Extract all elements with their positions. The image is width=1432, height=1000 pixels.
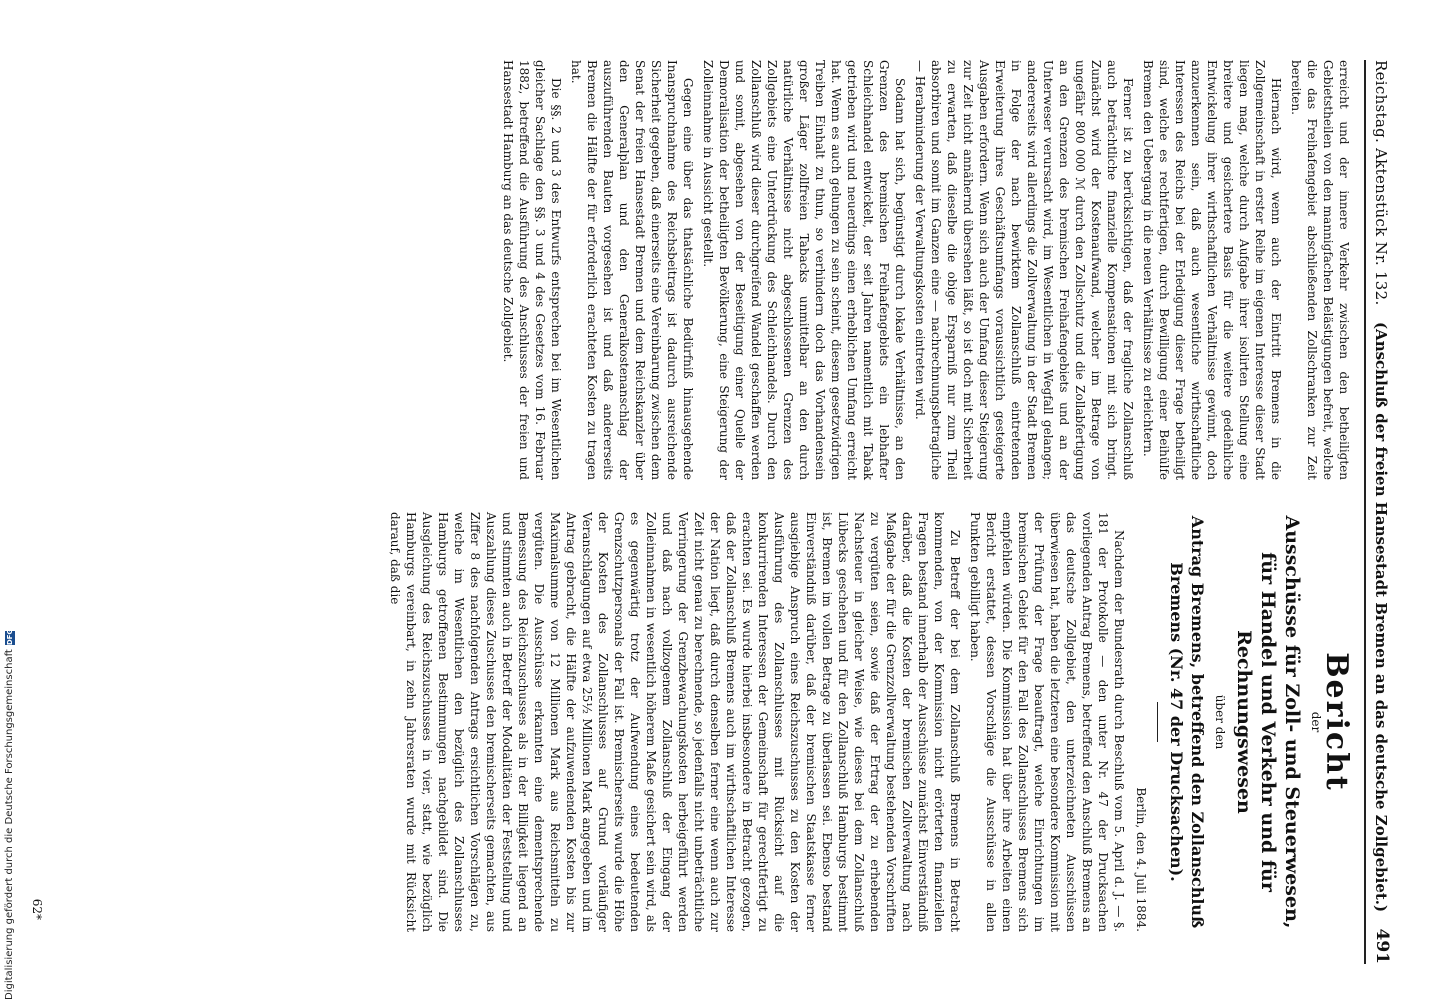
signature-mark: 62* [30, 898, 44, 920]
digitization-credit [4, 0, 15, 1000]
left-paragraph: Sodann hat sich, begünstigt durch lokale Verhältnisse, an den Grenzen des bremischen Freihafengebiets ein lebhafter Schleichhandel entwickelt, der seit Jahren namentlich mit Tabak getrieben wird und neuerdings einen erheblichen Umfang erreicht hat. Wenn es auch gelungen zu sein scheint, diesem gesetzwidrigen Treiben Einhalt zu thun, so verhindern doch das Vorhandensein großer Läger zollfreien Tabacks unmittelbar an den durch natürliche Verhältnisse nicht abgeschlossenen Grenzen des Zollgebiets eine Unterdrückung des Schleichhandels. Durch den Zollanschluß wird dieser durchgreifend Wandel geschaffen werden und somit, abgesehen von der Beseitigung einer Quelle der Demoralisation der betheiligten Bevölkerung, eine Steigerung der Zolleinnahme in Aussicht gestellt. [701, 60, 907, 480]
left-paragraph: Hiernach wird, wenn auch der Eintritt Bremens in die Zollgemeinschaft in erster Reihe im eigenen Interesse dieser Stadt liegen mag, welche durch Aufgabe ihrer isolirten Stellung eine breitere und gesichertere Basis für die weitere gedeihliche Entwickelung ihrer wirthschaftlichen Verhältnisse gewinnt, doch anzuerkennen sein, daß auch wesentliche wirthschaftliche Interessen des Reichs bei der Erledigung dieser Frage betheiligt sind, welche es rechtfertigen, durch Bewilligung einer Beihülfe Bremen den Uebergang in die neuen Verhältnisse zu erleichtern. [1141, 60, 1283, 480]
header-center-text: (Anschluß der freien Hansestadt Bremen an das deutsche Zollgebiet.) [1372, 321, 1390, 913]
report-paragraph: Zu Betreff der bei dem Zollanschluß Bremens in Betracht kommenden, von der Kommission nicht erörterten finanziellen Fragen bestand innerhalb der Ausschüsse zunächst Einverständniß darüber, daß die Kosten der bremischen Zollverwaltung nach Maßgabe der für die Grenzzollverwaltung bestehenden Vorschriften zu vergüten seien, sowie daß der Ertrag der zu erhebenden Nachsteuer in gleicher Weise, wie dieses bei dem Zollanschluß Lübecks geschehen und für den Zollanschluß Hamburgs bestimmt ist, Bremen im vollen Betrage zu überlassen sei. Ebenso bestand Einverständniß darüber, daß der bremischen Staatskasse ferner ausgiebige Anspruch eines Reichszuschusses zu den Kosten der Ausführung des Zollanschlusses mit Rücksicht auf die konkurrirenden Interessen der Gemeinschaft für gerechtfertigt zu erachten sei. Es wurde hierbei insbesondere in Betracht gezogen, daß der Zollanschluß Bremens auch im wirthschaftlichen Interesse der Nation liegt, daß durch denselben ferner eine wenn auch zur Zeit nicht genau zu berechnende, so jedenfalls nicht unbeträchtliche Verringerung der Grenzbewachungskosten herbeigeführt werden und daß nach vollzogenem Zollanschluß der Eingang der Zolleinnahmen in wesentlich höherem Maße gesichert sein wird, als es gegenwärtig trotz der Aufwendung eines bedeutenden Grenzschutzpersonals der Fall ist. Bremischerseits wurde die Höhe der Kosten des Zollanschlusses auf Grund vorläufiger Veranschlagungen auf etwa 25½ Millionen Mark angegeben und im Antrag gebracht, die Hälfte der aufzuwendenden Kosten bis zur Maximalsumme von 12 Millionen Mark aus Reichsmitteln zu vergüten. Die Ausschüsse erkannten eine dementsprechende Bemessung des Reichszuschusses als in der Billigkeit liegend an und stimmten auch in Betreff der Modalitäten der Feststellung und Auszahlung dieses Zuschusses den bremischerseits gemachten, aus Ziffer 8 des nachfolgenden Antrags ersichtlichen Vorschlägen zu, welche im Wesentlichen den bezüglich des Zollanschlusses Hamburgs getroffenen Bestimmungen nachgebildet sind. Die Ausgleichung des Reichszuschusses in vier, statt, wie bezüglich Hamburgs vereinbart, in zehn Jahresraten wurde mit Rücksicht darauf, daß die [388, 512, 962, 932]
report-committee: Ausschüsse für Zoll- und Steuerwesen, für Handel und Verkehr und für Rechnungswesen [1233, 515, 1303, 929]
report-dateline: Berlin, den 4. Juli 1884. [1134, 787, 1148, 932]
header-left-text: Reichstag. Aktenstück Nr. 132. [1372, 60, 1390, 306]
left-paragraph: Gegen eine über das thatsächliche Bedürfniß hinausgehende Inanspruchnahme des Reichsbeitrags ist dadurch ausreichende Sicherheit gegeben, daß einerseits eine Vereinbarung zwischen dem Senat der freien Hansestadt Bremen und dem Reichskanzler über den Generalplan und den Generalkostenanschlag der auszuführenden Bauten vorgesehen ist und daß andererseits Bremen die Hälfte der für erforderlich erachteten Kosten zu tragen hat. [569, 60, 695, 480]
right-column [383, 512, 1352, 932]
left-paragraph: Ferner ist zu berücksichtigen, daß der fragliche Zollanschluß auch beträchtliche finanzielle Kompensationen mit sich bringt. Zunächst wird der Kostenaufwand, welcher im Betrage von ungefähr 800 000 ℳ durch den Zollschutz und die Zollabfertigung an den Grenzen des bremischen Freihafengebiets und an der Unterweser verursacht wird, im Wesentlichen in Wegfall gelangen; andererseits wird allerdings die Zollverwaltung in der Stadt Bremen in Folge der nach bewirktem Zollanschluß eintretenden Erweiterung ihres Geschäftsumfangs voraussichtlich gesteigerte Ausgaben erfordern. Wenn sich auch der Umfang dieser Steigerung zur Zeit nicht annähernd übersehen läßt, so ist doch mit Sicherheit zu erwarten, daß dieselbe die obige Ersparniß nur zum Theil absorbiren und somit im Ganzen eine — nachrechnungsbetragliche — Herabminderung der Verwaltungskosten eintreten wird. [913, 60, 1135, 480]
left-paragraph: Die §§. 2 und 3 des Entwurfs entsprechen bei im Wesentlichen gleicher Sachlage den §§. 3 und 4 des Gesetzes vom 16. Februar 1882, betreffend die Ausführung des Anschlusses der freien und Hansestadt Hamburg an das deutsche Zollgebiet. [501, 60, 563, 480]
left-paragraph: erreicht und der innere Verkehr zwischen den betheiligten Gebietstheilen von den mannigfachen Belästigungen befreit, welche die das Freihafengebiet abschließenden Zollschranken zur Zeit bereiten. [1289, 60, 1351, 480]
report-subject: Antrag Bremens, betreffend den Zollanschluß Bremens (Nr. 47 der Drucksachen). [1167, 515, 1207, 929]
report-der: der [1309, 711, 1323, 733]
report-paragraph: Nachdem der Bundesrath durch Beschluß vom 5. April d. J. — §. 181 der Protokolle — den unter Nr. 47 der Drucksachen vorliegenden Antrag Bremens, betreffend den Anschluß Bremens an das deutsche Zollgebiet, den unterzeichneten Ausschüssen überwiesen hat, haben die letzteren eine besondere Kommission mit der Prüfung der Frage beauftragt, welche Einrichtungen im bremischen Gebiet für den Fall des Zollanschlusses Bremens sich empfehlen würden. Die Kommission hat über ihre Arbeiten einen Bericht erstattet, dessen Vorschläge die Ausschüsse in allen Punkten gebilligt haben. [968, 512, 1126, 932]
dfg-logo-icon: DFG [5, 628, 14, 646]
section-divider [1157, 702, 1158, 742]
page-header [1372, 60, 1412, 964]
left-column [496, 60, 1352, 480]
report-uber-den: über den [1213, 694, 1227, 750]
credit-text: Digitalisierung gefördert durch die Deutsche Forschungsgemeinschaft [4, 649, 15, 1000]
report-title: Bericht [1319, 652, 1354, 792]
header-rule [1364, 60, 1366, 964]
page-number: 491 [1372, 928, 1392, 964]
